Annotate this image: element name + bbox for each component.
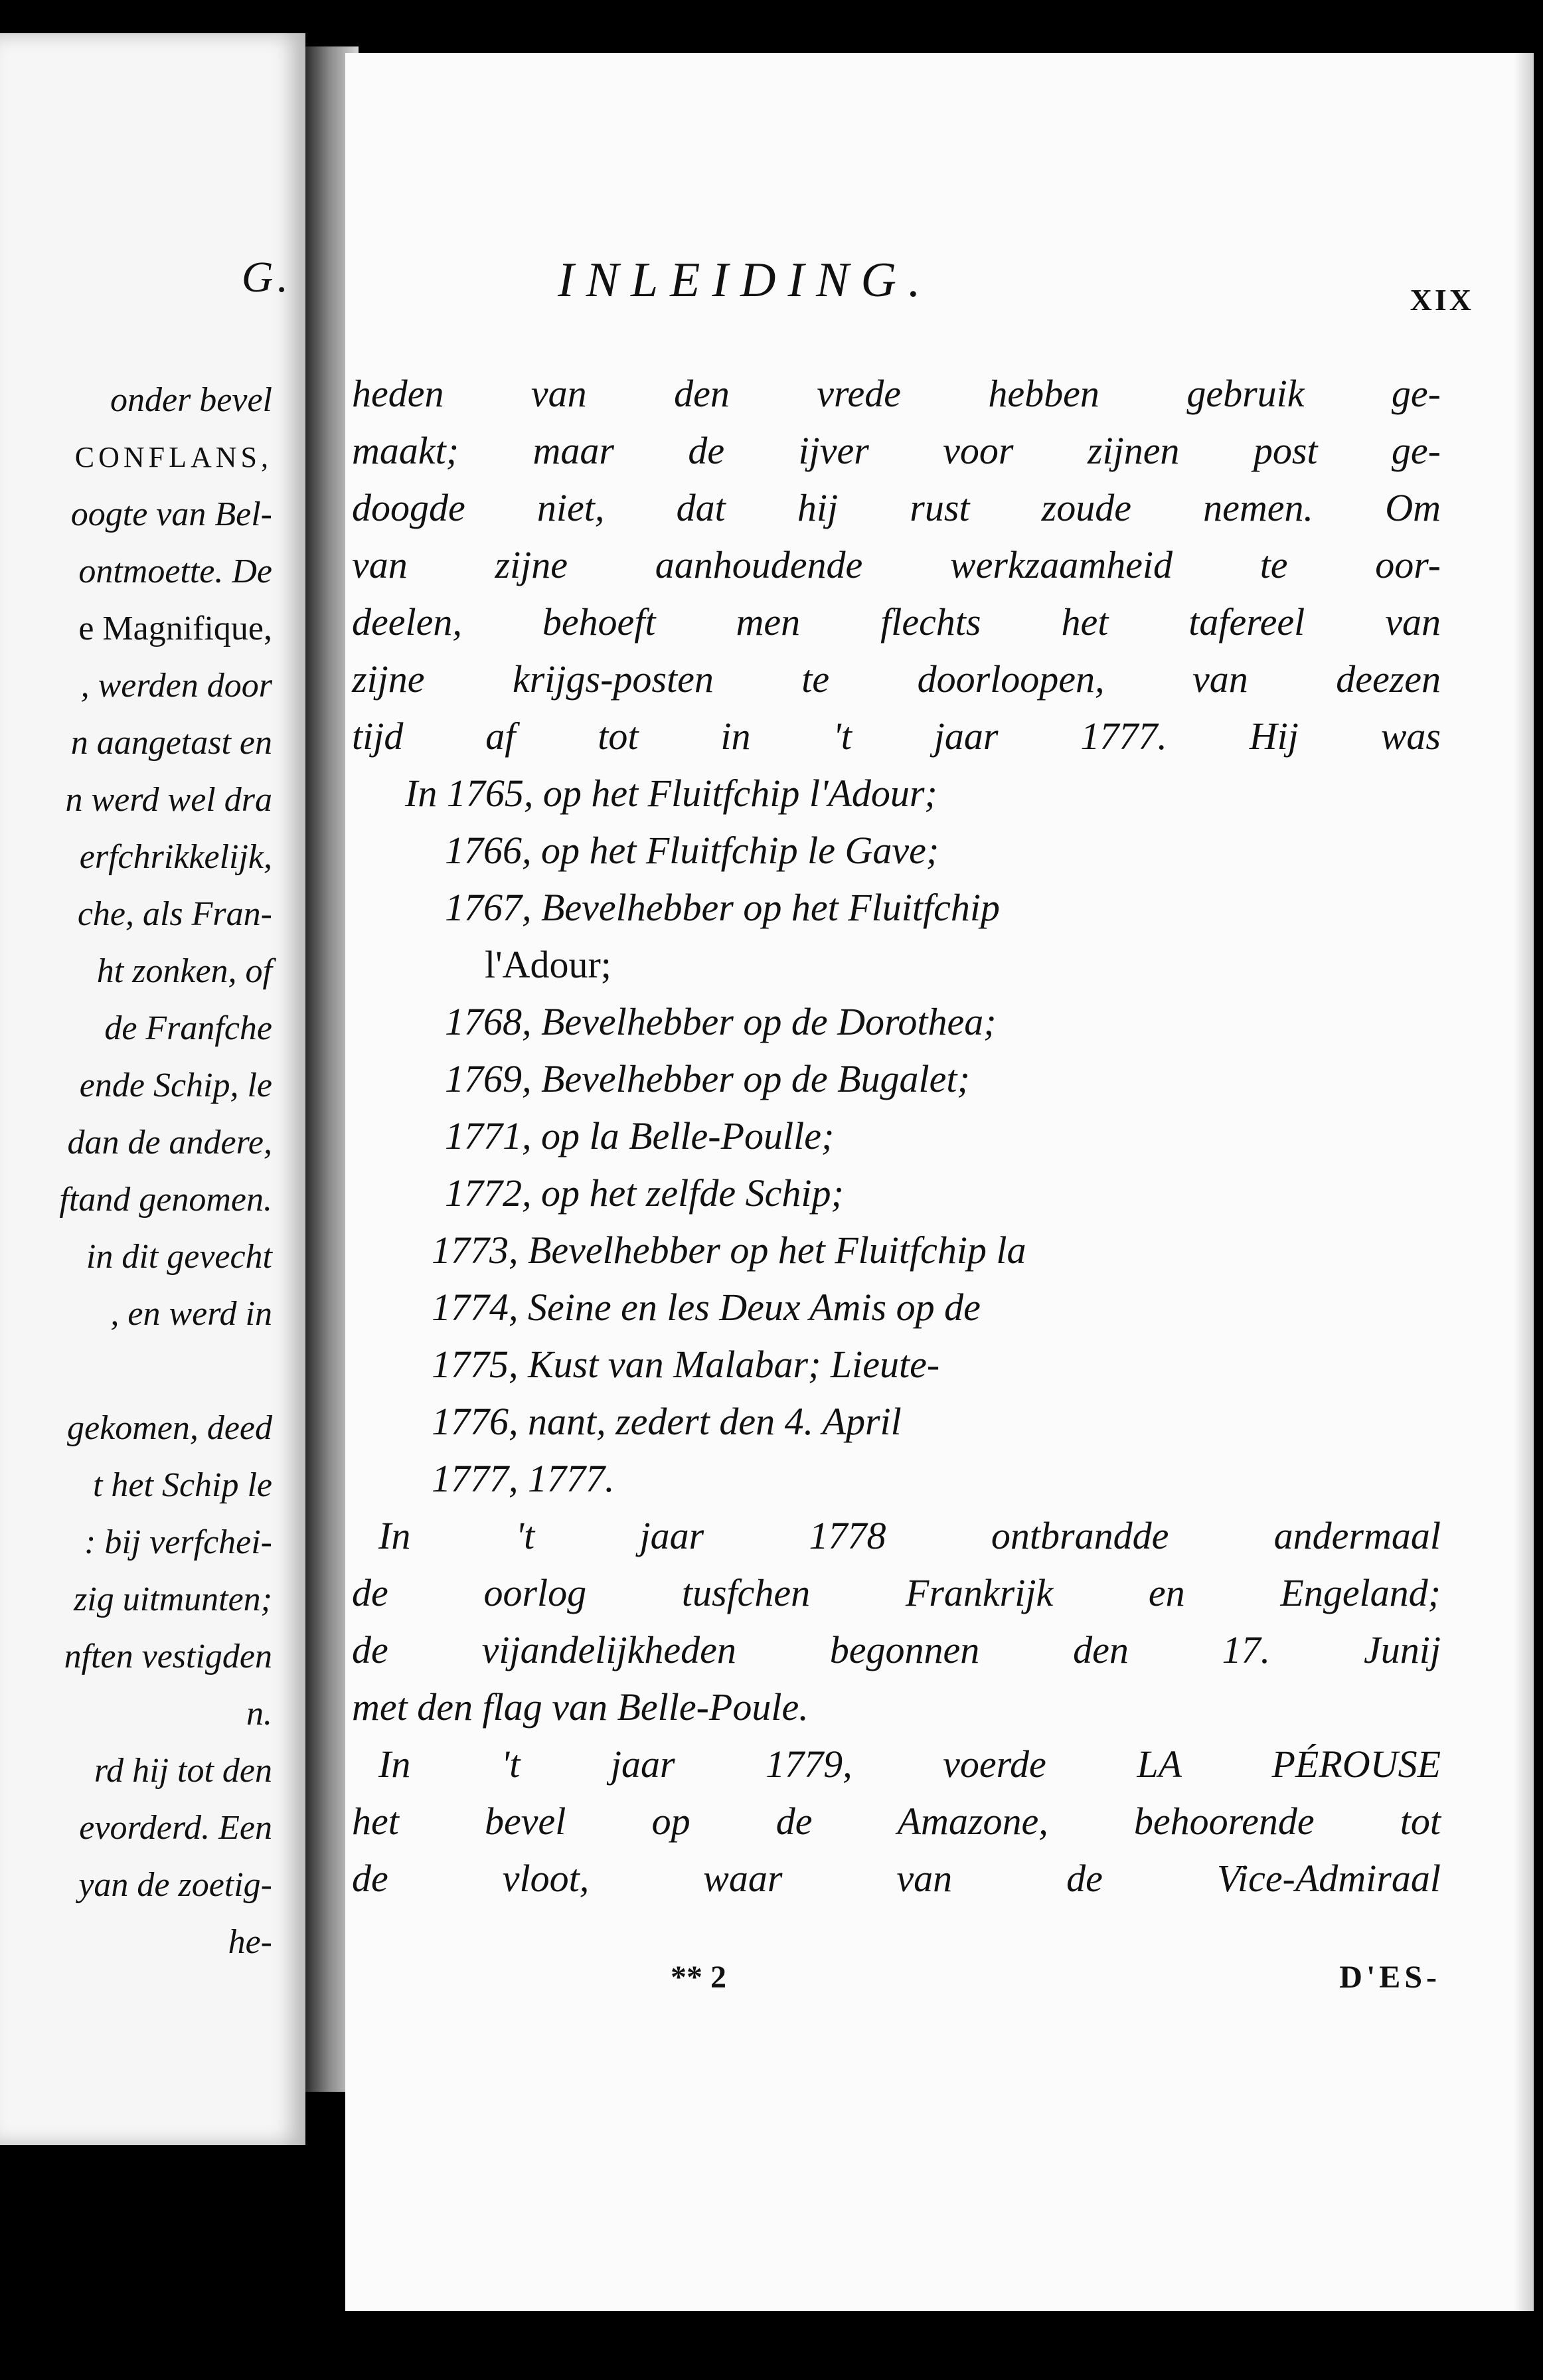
- left-page-fragment: [0, 33, 305, 2145]
- body-line: 1777, 1777.: [432, 1457, 615, 1500]
- left-line: de Franfche: [104, 1009, 272, 1047]
- catchword: D'ES-: [1339, 1960, 1441, 1995]
- left-line: zig uitmunten;: [74, 1580, 272, 1618]
- left-line: e Magnifique,: [78, 610, 272, 647]
- body-line: 1776, nant, zedert den 4. April: [432, 1400, 902, 1443]
- running-header: INLEIDING.: [558, 253, 933, 307]
- left-line: n werd wel dra: [65, 781, 272, 819]
- left-line: oogte van Bel-: [70, 495, 272, 533]
- left-line: rd hij tot den: [94, 1752, 272, 1790]
- left-line: ht zonken, of: [96, 952, 272, 990]
- body-line: 1773, Bevelhebber op het Fluitfchip la: [432, 1229, 1026, 1272]
- body-line: het bevel op de Amazone, behoorende tot: [352, 1800, 1441, 1843]
- left-line: n.: [246, 1695, 272, 1733]
- body-line: In 't jaar 1779, voerde LA PÉROUSE: [378, 1742, 1441, 1786]
- left-line: ende Schip, le: [79, 1066, 272, 1104]
- body-line: 1775, Kust van Malabar; Lieute-: [432, 1343, 940, 1386]
- body-line: heden van den vrede hebben gebruik ge-: [352, 372, 1441, 415]
- body-line: 1768, Bevelhebber op de Dorothea;: [445, 1000, 997, 1043]
- body-line: de oorlog tusfchen Frankrijk en Engeland;: [352, 1571, 1441, 1614]
- left-line: CONFLANS,: [74, 441, 272, 473]
- signature-mark: ** 2: [671, 1960, 726, 1995]
- body-line: 1772, op het zelfde Schip;: [445, 1171, 844, 1215]
- body-line: l'Adour;: [485, 943, 611, 986]
- left-line: che, als Fran-: [77, 895, 272, 933]
- left-line: t het Schip le: [92, 1466, 272, 1504]
- left-line: dan de andere,: [67, 1124, 272, 1161]
- left-page-header: G.: [241, 253, 292, 301]
- body-line: 1769, Bevelhebber op de Bugalet;: [445, 1057, 970, 1100]
- body-line: de vijandelijkheden begonnen den 17. Junij: [352, 1628, 1441, 1671]
- page-edge: [1514, 53, 1534, 2311]
- page-number: XIX: [1410, 283, 1474, 317]
- body-line: deelen, behoeft men flechts het tafereel van: [352, 600, 1441, 643]
- body-line: 1766, op het Fluitfchip le Gave;: [445, 829, 939, 872]
- body-line: met den flag van Belle-Poule.: [352, 1685, 809, 1729]
- body-line: tijd af tot in 't jaar 1777. Hij was: [352, 715, 1441, 758]
- left-line: he-: [228, 1923, 272, 1961]
- left-line: ontmoette. De: [78, 552, 272, 590]
- left-line: [0, 1343, 272, 1400]
- left-line: ftand genomen.: [59, 1181, 272, 1219]
- left-line: erfchrikkelijk,: [79, 838, 272, 876]
- left-line: onder bevel: [110, 381, 272, 419]
- left-line: , en werd in: [110, 1295, 272, 1333]
- left-line: n aangetast en: [70, 724, 272, 762]
- left-line: in dit gevecht: [86, 1238, 272, 1276]
- left-line: gekomen, deed: [67, 1409, 272, 1447]
- body-line: In 1765, op het Fluitfchip l'Adour;: [405, 772, 937, 815]
- body-line: 1771, op la Belle-Poulle;: [445, 1114, 835, 1157]
- body-line: van zijne aanhoudende werkzaamheid te oor-: [352, 543, 1441, 586]
- body-line: maakt; maar de ijver voor zijnen post ge-: [352, 429, 1441, 472]
- left-line: : bij verfchei-: [84, 1523, 272, 1561]
- body-line: In 't jaar 1778 ontbrandde andermaal: [378, 1514, 1441, 1557]
- body-line: zijne krijgs-posten te doorloopen, van deezen: [352, 657, 1441, 701]
- left-line: yan de zoetig-: [78, 1866, 272, 1904]
- left-page-text: [0, 372, 272, 1971]
- left-line: evorderd. Een: [79, 1809, 272, 1847]
- left-line: , werden door: [80, 667, 272, 705]
- right-page: [345, 53, 1534, 2311]
- left-line: nften vestigden: [64, 1638, 272, 1675]
- body-line: doogde niet, dat hij rust zoude nemen. Om: [352, 486, 1441, 529]
- body-line: 1774, Seine en les Deux Amis op de: [432, 1286, 981, 1329]
- body-text: [352, 365, 1441, 1907]
- body-line: 1767, Bevelhebber op het Fluitfchip: [445, 886, 1000, 929]
- body-line: de vloot, waar van de Vice-Admiraal: [352, 1857, 1441, 1900]
